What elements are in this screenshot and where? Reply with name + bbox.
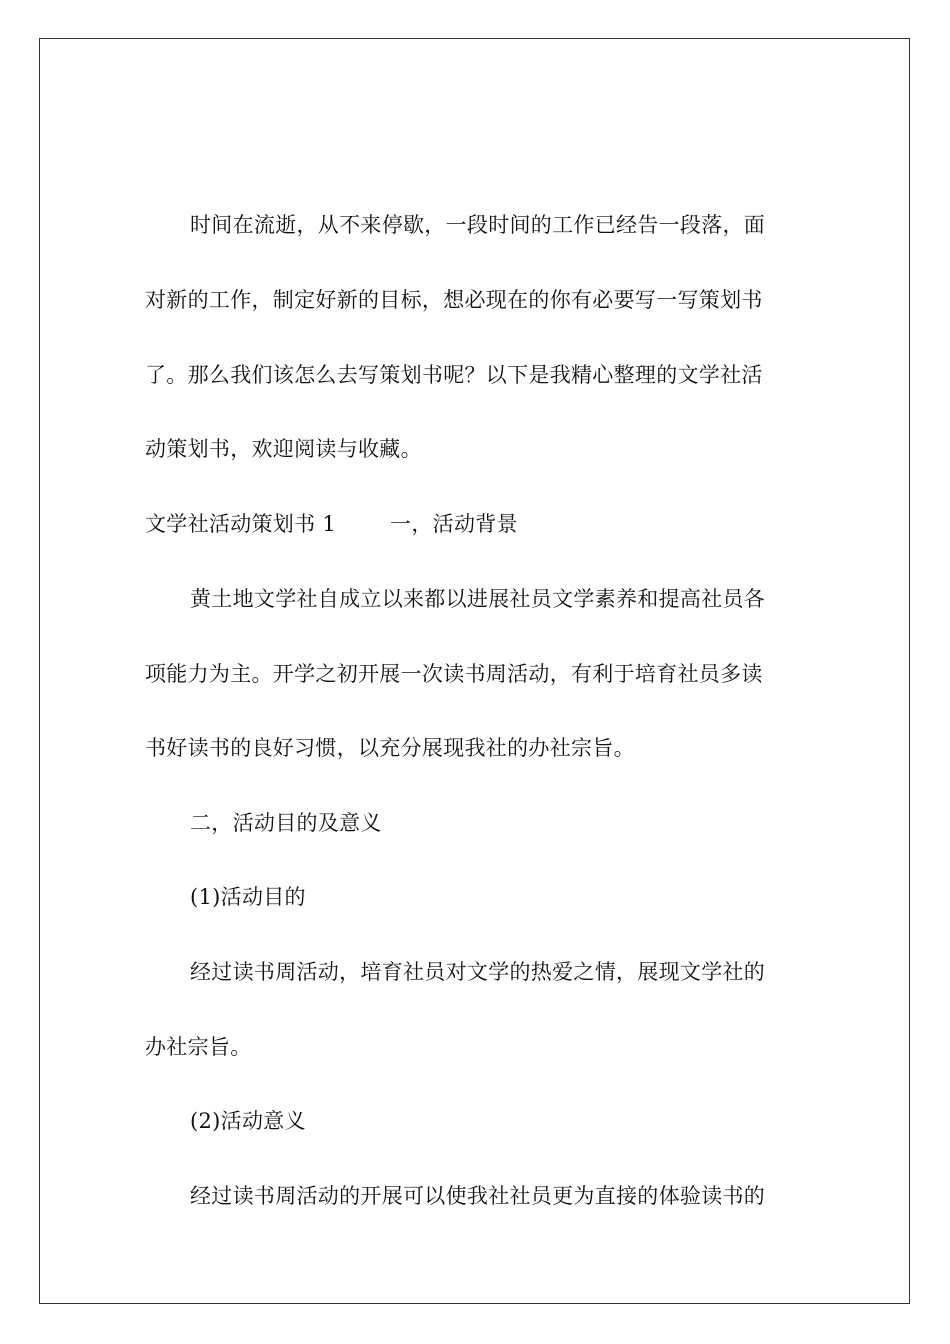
section2-heading: 二，活动目的及意义 — [190, 811, 382, 835]
intro-line-2: 对新的工作，制定好新的目标，想必现在的你有必要写一写策划书 — [145, 288, 763, 312]
title-line — [145, 509, 795, 539]
purpose-heading: (1)活动目的 — [190, 885, 306, 909]
intro-line-3: 了。那么我们该怎么去写策划书呢？以下是我精心整理的文学社活 — [145, 363, 763, 387]
section1-heading: 一，活动背景 — [390, 512, 518, 536]
background-line-1: 黄土地文学社自成立以来都以进展社员文学素养和提高社员各 — [190, 587, 766, 611]
significance-line-1: 经过读书周活动的开展可以使我社社员更为直接的体验读书的 — [190, 1184, 766, 1208]
purpose-line-1: 经过读书周活动，培育社员对文学的热爱之情，展现文学社的 — [190, 960, 766, 984]
background-line-2: 项能力为主。开学之初开展一次读书周活动，有利于培育社员多读 — [145, 662, 763, 686]
intro-line-4: 动策划书，欢迎阅读与收藏。 — [145, 437, 422, 461]
document-title: 文学社活动策划书 1 — [145, 512, 337, 536]
intro-line-1: 时间在流逝，从不来停歇，一段时间的工作已经告一段落，面 — [190, 213, 766, 237]
significance-heading: (2)活动意义 — [190, 1109, 306, 1133]
background-line-3: 书好读书的良好习惯，以充分展现我社的办社宗旨。 — [145, 736, 635, 760]
purpose-line-2: 办社宗旨。 — [145, 1035, 252, 1059]
